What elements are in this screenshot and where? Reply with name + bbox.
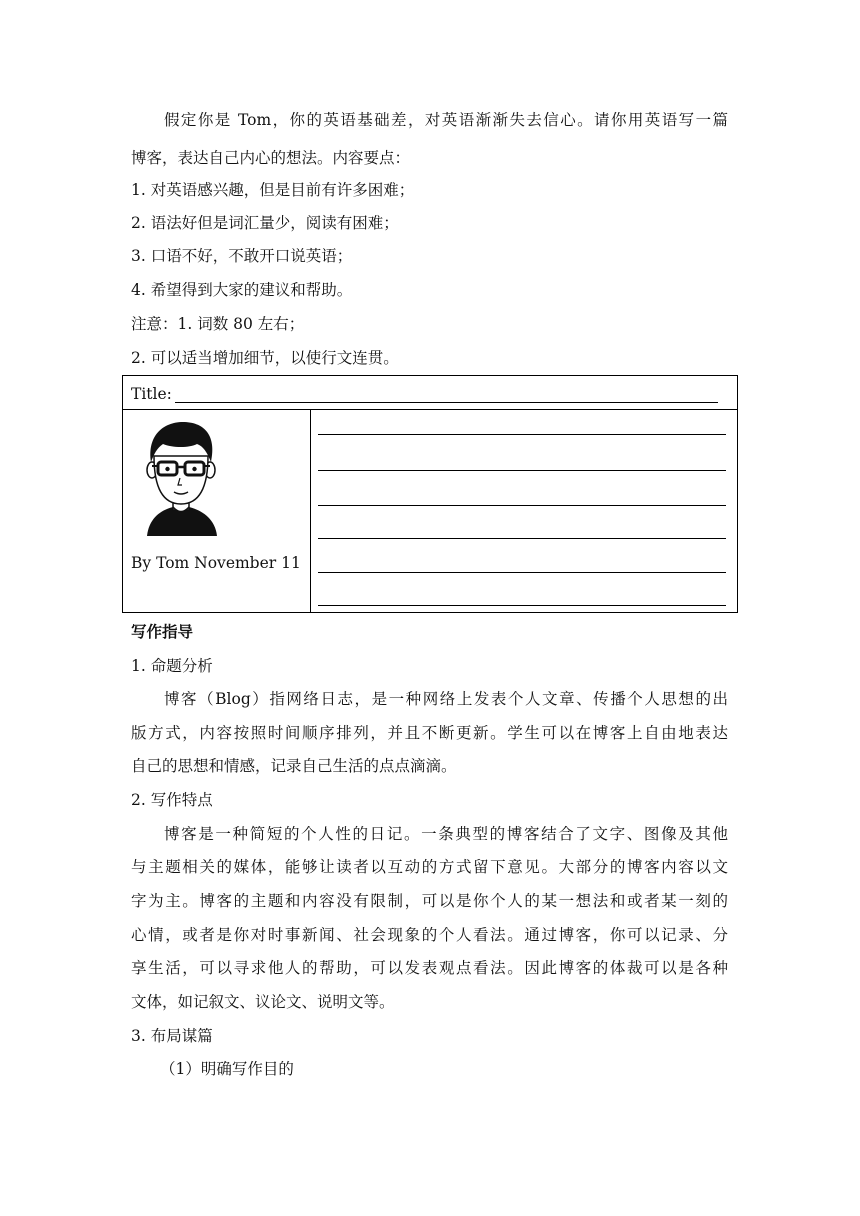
section-3-subtitle-1: （1）明确写作目的 xyxy=(160,1060,294,1078)
blog-form-table xyxy=(122,375,738,613)
section-2-line-5: 享生活，可以寻求他人的帮助，可以发表观点看法。因此博客的体裁可以是各种 xyxy=(131,959,728,977)
task-note-2: 2. 可以适当增加细节，以使行文连贯。 xyxy=(131,349,399,367)
blog-title-row xyxy=(123,376,737,410)
section-2-title: 2. 写作特点 xyxy=(131,791,213,809)
section-1-title: 1. 命题分析 xyxy=(131,657,213,675)
section-1-line-2: 版方式，内容按照时间顺序排列，并且不断更新。学生可以在博客上自由地表达 xyxy=(131,724,728,742)
blog-byline: By Tom November 11 xyxy=(131,554,301,572)
writing-line xyxy=(318,434,726,435)
section-2-line-6: 文体，如记叙文、议论文、说明文等。 xyxy=(131,993,395,1011)
section-1-line-3: 自己的思想和情感，记录自己生活的点点滴滴。 xyxy=(131,757,457,775)
guide-heading: 写作指导 xyxy=(131,622,194,641)
task-point-2: 2. 语法好但是词汇量少，阅读有困难； xyxy=(131,214,399,232)
writing-line xyxy=(318,605,726,606)
writing-line xyxy=(318,538,726,539)
blog-title-label: Title: xyxy=(131,385,172,403)
writing-line xyxy=(318,470,726,471)
blog-title-blank xyxy=(175,402,718,403)
blog-author-cell xyxy=(123,410,311,612)
section-2-line-3: 字为主。博客的主题和内容没有限制，可以是你个人的某一想法和或者某一刻的 xyxy=(131,892,728,910)
task-point-4: 4. 希望得到大家的建议和帮助。 xyxy=(131,281,353,299)
task-note-1: 注意：1. 词数 80 左右； xyxy=(131,315,305,333)
section-2-line-1: 博客是一种简短的个人性的日记。一条典型的博客结合了文字、图像及其他 xyxy=(164,825,728,843)
task-point-1: 1. 对英语感兴趣，但是目前有许多困难； xyxy=(131,181,415,199)
avatar-illustration xyxy=(139,418,223,536)
task-point-3: 3. 口语不好，不敢开口说英语； xyxy=(131,247,353,265)
task-intro-line-2: 博客，表达自己内心的想法。内容要点： xyxy=(131,149,411,167)
task-intro-line-1: 假定你是 Tom，你的英语基础差，对英语渐渐失去信心。请你用英语写一篇 xyxy=(164,111,728,129)
section-3-title: 3. 布局谋篇 xyxy=(131,1027,213,1045)
writing-line xyxy=(318,505,726,506)
writing-line xyxy=(318,572,726,573)
section-1-line-1: 博客（Blog）指网络日志，是一种网络上发表个人文章、传播个人思想的出 xyxy=(164,690,728,708)
section-2-line-2: 与主题相关的媒体，能够让读者以互动的方式留下意见。大部分的博客内容以文 xyxy=(131,858,728,876)
section-2-line-4: 心情，或者是你对时事新闻、社会现象的个人看法。通过博客，你可以记录、分 xyxy=(131,926,728,944)
